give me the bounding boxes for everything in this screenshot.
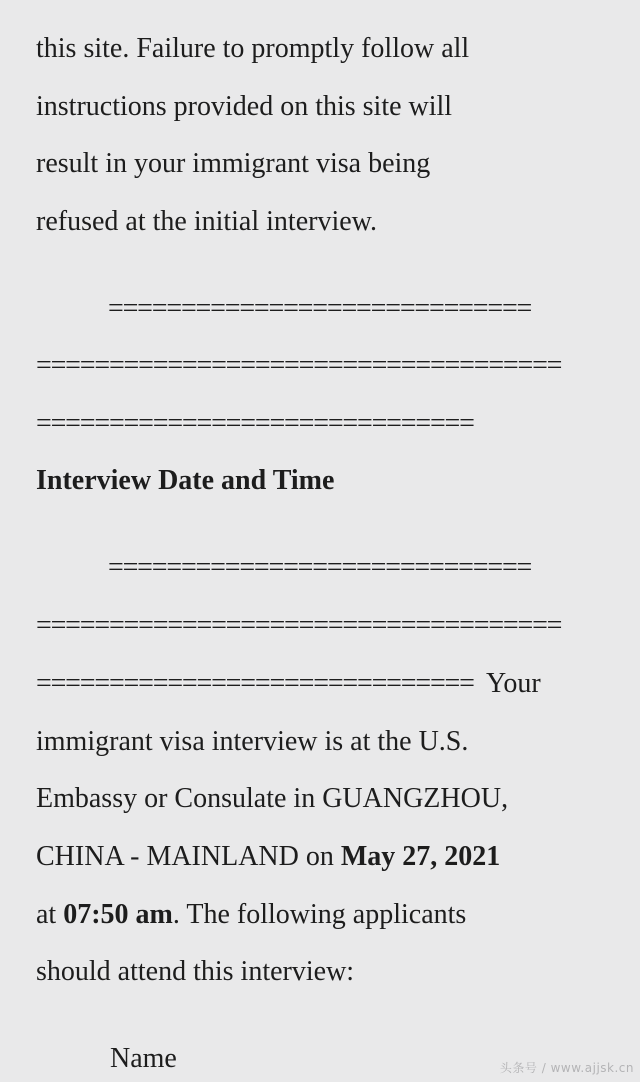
text-fragment: CHINA - MAINLAND on: [36, 841, 341, 872]
text-line: should attend this interview:: [36, 956, 355, 987]
separator-line: ====================================: [36, 350, 562, 381]
text-line: refused at the initial interview.: [36, 206, 378, 237]
text-line: result in your immigrant visa being: [36, 148, 431, 179]
separator-line: ====================================: [36, 610, 562, 641]
text-line: this site. Failure to promptly follow all: [36, 33, 470, 64]
text-line: Embassy or Consulate in GUANGZHOU,: [36, 783, 509, 814]
separator-line: ==============================: [36, 408, 474, 439]
text-line: immigrant visa interview is at the U.S.: [36, 726, 469, 757]
watermark: 头条号 / www.ajjsk.cn: [499, 1061, 634, 1075]
text-fragment: Your: [480, 668, 541, 699]
name-column-label: Name: [110, 1043, 177, 1074]
text-fragment: at: [36, 899, 64, 930]
section-heading: Interview Date and Time: [36, 465, 335, 496]
separator-line: ==============================: [36, 668, 474, 699]
separator-line: =============================: [108, 552, 532, 583]
text-fragment: . The following applicants: [172, 899, 467, 930]
text-line: [36, 898, 604, 932]
text-line: [36, 840, 604, 874]
interview-time: 07:50 am: [63, 899, 173, 930]
separator-line: =============================: [108, 293, 532, 324]
separator-line-with-text: [36, 667, 604, 701]
text-line: instructions provided on this site will: [36, 91, 453, 122]
interview-date: May 27, 2021: [340, 841, 501, 872]
